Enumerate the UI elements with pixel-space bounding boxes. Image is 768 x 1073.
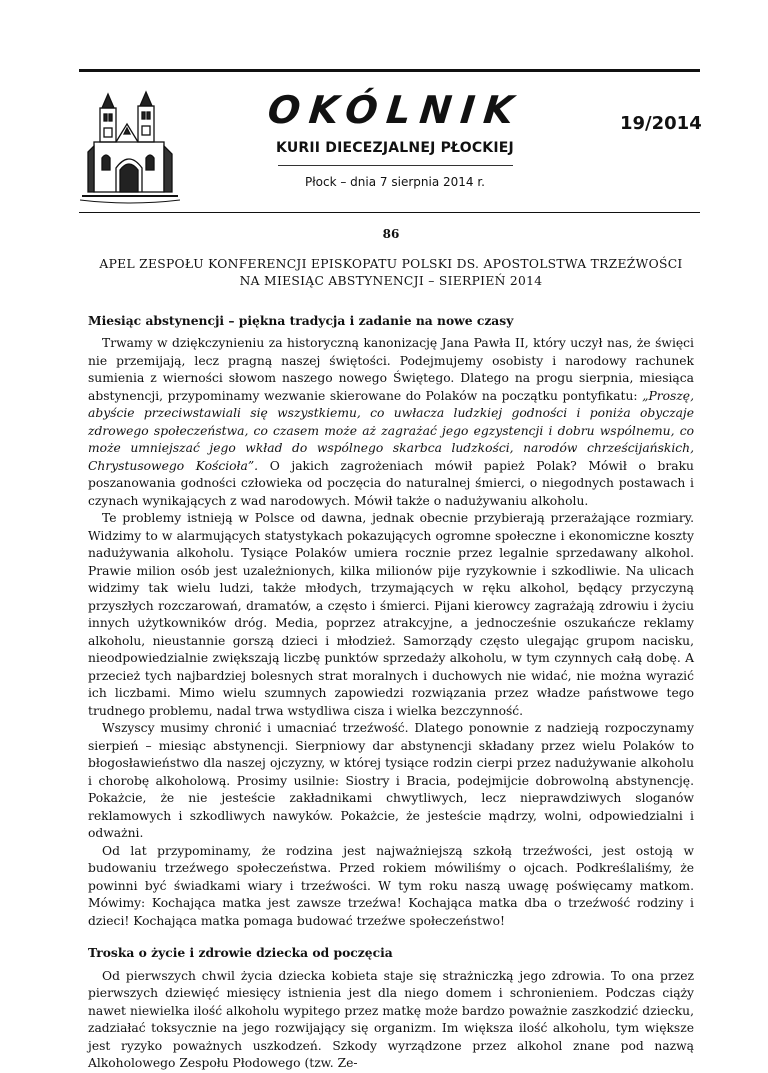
issue-date: Płock – dnia 7 sierpnia 2014 r. (305, 175, 485, 189)
issue-number: 19/2014 (620, 113, 702, 134)
document-title-line: APEL ZESPOŁU KONFERENCJI EPISKOPATU POLSKI DS. APOSTOLSTWA TRZEŹWOŚCI (99, 256, 683, 271)
masthead-divider (278, 165, 513, 166)
paragraph-text: Trwamy w dziękczynieniu za historyczną kanonizację Jana Pawła II, który uczył nas, że święci nie przemijają, lecz pragną naszej świętości. Podejmujemy osobisty i narodowy rachunek sumienia z wierności słowom naszego nowego Świętego. Dlatego na progu sierpnia, miesiąca abstynencji, przypominamy wezwanie skierowane do Polaków na początku pontyfikatu: (88, 336, 694, 403)
masthead (230, 88, 560, 189)
document-title (88, 256, 694, 290)
section-heading: Miesiąc abstynencji – piękna tradycja i zadanie na nowe czasy (88, 312, 514, 328)
section-heading: Troska o życie i zdrowie dziecka od poczęcia (88, 945, 393, 960)
publication-subtitle: KURII DIECEZJALNEJ PŁOCKIEJ (276, 140, 514, 156)
paragraph-text: O jakich zagrożeniach mówił papież Polak? Mówił o braku poszanowania godności człowieka od poczęcia do naturalnej śmierci, o niegodnych postawach i czynach wynikających z wad narodowych. Mówił także o nadużywaniu alkoholu. (88, 458, 694, 508)
paragraph: Te problemy istnieją w Polsce od dawna, jednak obecnie przybierają przerażające rozmiary. Widzimy to w alarmujących statystykach pokazujących ogromne społeczne i ekonomiczne koszty nadużywania alkoholu. Tysiące Polaków umiera rocznie przez legalnie sprzedawany alkohol. Prawie milion osób jest uzależnionych, kilka milionów pije ryzykownie i szkodliwie. Na ulicach widzimy tak wielu ludzi, także młodych, trzymających w ręku alkohol, będący przyczyną przyszłych rozczarowań, dramatów, a często i śmierci. Pijani kierowcy zagrażają zdrowiu i życiu innych użytkowników dróg. Media, poprzez atrakcyjne, a jednocześnie oszukańcze reklamy alkoholu, nieustannie gorszą dzieci i młodzież. Samorządy często ulegając grupom nacisku, nieodpowiedzialnie zwiększają liczbę punktów sprzedaży alkoholu, w tym czynnych całą dobę. A przecież tych najbardziej bolesnych strat moralnych i duchowych nie widać, nie można wyrazić ich liczbami. Mimo wielu szumnych zapowiedzi rozwiązania przez władze państwowe tego trudnego problemu, nadal trwa wstydliwa cisza i wielka bezczynność. (88, 511, 694, 718)
header-bottom-rule (79, 212, 700, 213)
paragraph: Wszyscy musimy chronić i umacniać trzeźwość. Dlatego ponownie z nadzieją rozpoczynamy sierpień – miesiąc abstynencji. Sierpniowy dar abstynencji składany przez wielu Polaków to błogosławieństwo dla naszej ojczyzny, w której tysiące rodzin cierpi przez nadużywanie alkoholu i chorobę alkoholową. Prosimy usilnie: Siostry i Bracia, podejmijcie dobrowolną abstynencję. Pokażcie, że nie jesteście zakładnikami chwytliwych, lecz nieprawdziwych sloganów reklamowych i szkodliwych nawyków. Pokażcie, że jesteście mądrzy, wolni, odpowiedzialni i odważni. (88, 721, 694, 840)
publication-title: OKÓLNIK (265, 88, 525, 132)
paragraph: Od lat przypominamy, że rodzina jest najważniejszą szkołą trzeźwości, jest ostoją w budowaniu trzeźwego społeczeństwa. Przed rokiem mówiliśmy o ojcach. Podkreślaliśmy, że powinni być świadkami wiary i trzeźwości. W tym roku naszą uwagę poświęcamy matkom. Mówimy: Kochająca matka jest zawsze trzeźwa! Kochająca matka dba o trzeźwość rodziny i dzieci! Kochająca matka pomaga budować trzeźwe społeczeństwo! (88, 843, 694, 928)
document-title-line: NA MIESIĄC ABSTYNENCJI – SIERPIEŃ 2014 (239, 273, 543, 288)
church-icon (80, 90, 180, 210)
paragraph (88, 335, 694, 510)
document-number: 86 (382, 227, 400, 241)
header-top-rule (79, 69, 700, 72)
paragraph: Od pierwszych chwil życia dziecka kobieta staje się strażniczką jego zdrowia. To ona przez pierwszych dziewięć miesięcy istnienia jest dla niego domem i schronieniem. Podczas ciąży nawet niewielka ilość alkoholu wypitego przez matkę może bardzo poważnie zaszkodzić dziecku, zadziałać toksycznie na jego rozwijający się organizm. Im większa ilość alkoholu, tym większe jest ryzyko poważnych uszkodzeń. Szkody wyrządzone przez alkohol znane pod nazwą Alkoholowego Zespołu Płodowego (tzw. Ze- (88, 968, 694, 1070)
papal-quote: „Proszę, abyście przeciwstawiali się wszystkiemu, co uwłacza ludzkiej godności i poniża obyczaje zdrowego społeczeństwa, co czasem może aż zagrażać jego egzystencji i dobru wspólnemu, co może umniejszać jego wkład do wspólnego skarbca ludzkości, narodów chrześcijańskich, Chrystusowego Kościoła”. (88, 388, 694, 473)
article-body (88, 226, 694, 1073)
